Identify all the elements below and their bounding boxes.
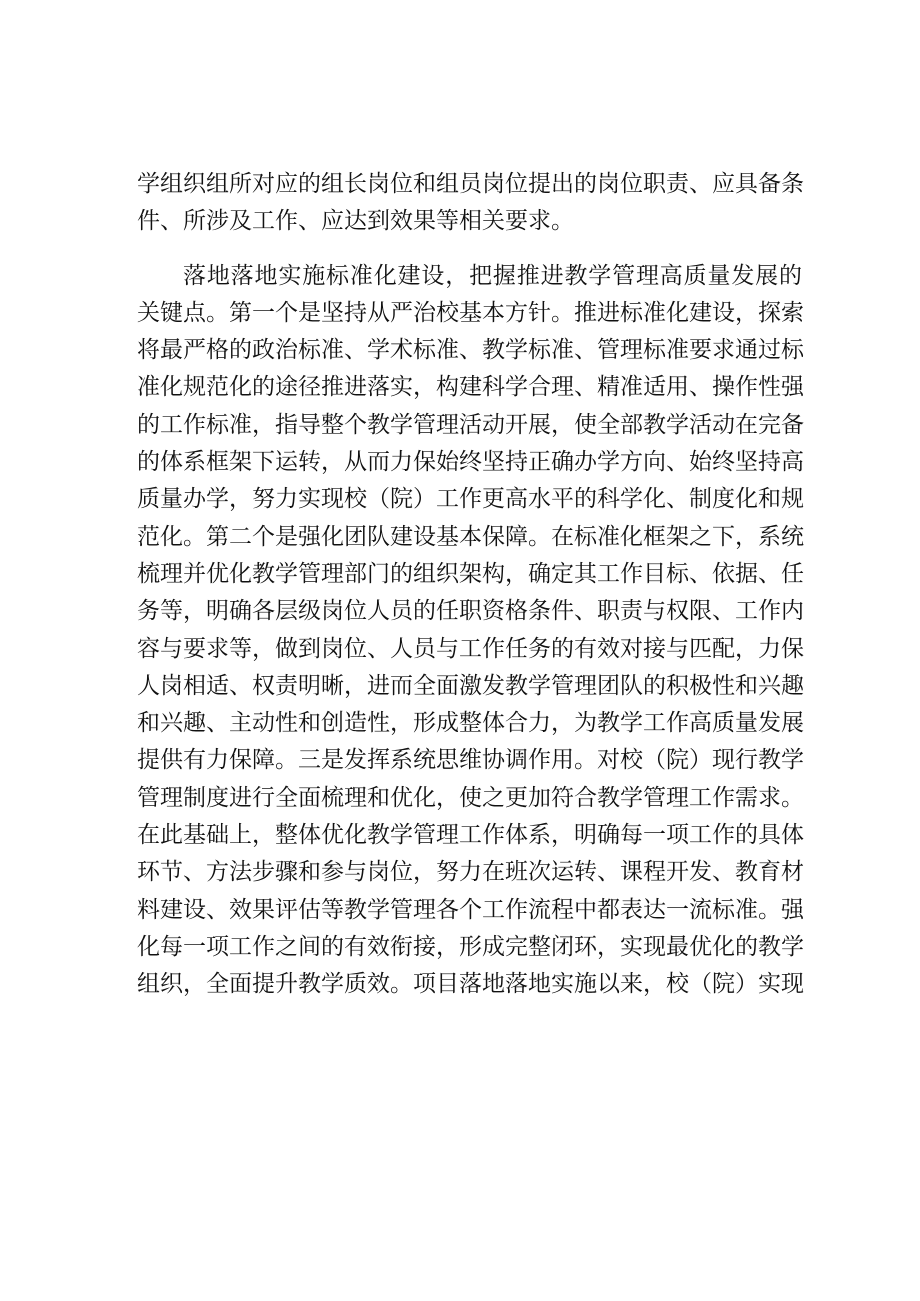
paragraph-spacer <box>137 241 802 258</box>
document-body <box>137 166 802 1004</box>
text-line: 容与要求等，做到岗位、人员与工作任务的有效对接与匹配，力保 <box>137 635 804 662</box>
text-line: 管理制度进行全面梳理和优化，使之更加符合教学管理工作需求。 <box>137 784 804 811</box>
text-line: 环节、方法步骤和参与岗位，努力在班次运转、课程开发、教育材 <box>137 859 804 886</box>
text-line: 将最严格的政治标准、学术标准、教学标准、管理标准要求通过标 <box>137 337 804 364</box>
text-line: 和兴趣、主动性和创造性，形成整体合力，为教学工作高质量发展 <box>137 710 804 737</box>
text-line: 化每一项工作之间的有效衔接，形成完整闭环，实现最优化的教学 <box>137 933 804 960</box>
text-line: 提供有力保障。三是发挥系统思维协调作用。对校（院）现行教学 <box>137 747 804 774</box>
text-line: 料建设、效果评估等教学管理各个工作流程中都表达一流标准。强 <box>137 896 804 923</box>
text-line: 质量办学，努力实现校（院）工作更高水平的科学化、制度化和规 <box>137 486 804 513</box>
text-line: 件、所涉及工作、应达到效果等相关要求。 <box>137 208 574 235</box>
text-line: 准化规范化的途径推进落实，构建科学合理、精准适用、操作性强 <box>137 374 804 401</box>
text-line: 落地落地实施标准化建设，把握推进教学管理高质量发展的 <box>183 262 802 289</box>
text-line: 关键点。第一个是坚持从严治校基本方针。推进标准化建设，探索 <box>137 299 804 326</box>
paragraph-2 <box>137 258 802 1004</box>
text-line: 在此基础上，整体优化教学管理工作体系，明确每一项工作的具体 <box>137 822 804 849</box>
text-line: 范化。第二个是强化团队建设基本保障。在标准化框架之下，系统 <box>137 523 804 550</box>
text-line: 学组织组所对应的组长岗位和组员岗位提出的岗位职责、应具备条 <box>137 171 804 197</box>
text-line: 的工作标准，指导整个教学管理活动开展，使全部教学活动在完备 <box>137 411 804 438</box>
text-line: 务等，明确各层级岗位人员的任职资格条件、职责与权限、工作内 <box>137 598 804 625</box>
paragraph-1 <box>137 166 802 241</box>
text-line: 人岗相适、权责明晰，进而全面激发教学管理团队的积极性和兴趣 <box>137 672 804 699</box>
text-line: 组织，全面提升教学质效。项目落地落地实施以来，校（院）实现 <box>137 971 804 998</box>
text-line: 梳理并优化教学管理部门的组织架构，确定其工作目标、依据、任 <box>137 560 804 587</box>
text-line: 的体系框架下运转，从而力保始终坚持正确办学方向、始终坚持高 <box>137 449 804 476</box>
